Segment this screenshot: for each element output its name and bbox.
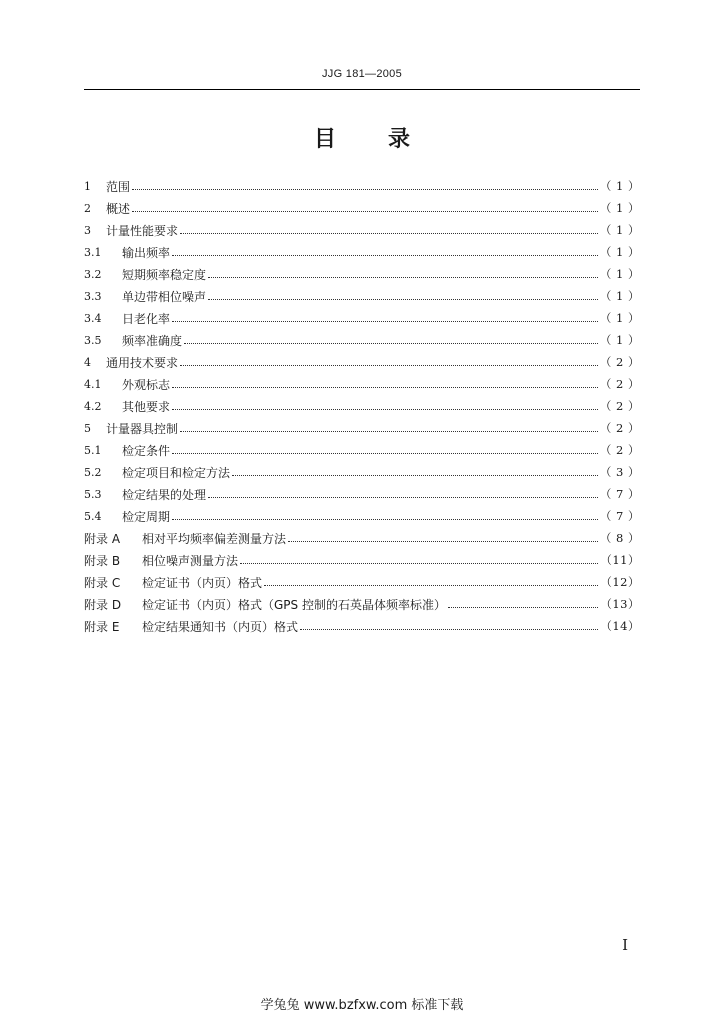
toc-dot-leader <box>208 267 598 278</box>
title-char-1: 目 <box>313 127 336 152</box>
toc-entry-page: （12） <box>600 575 640 589</box>
toc-entry-title: 检定结果通知书（内页）格式 <box>142 619 299 634</box>
toc-entry[interactable] <box>84 351 640 373</box>
toc-dot-leader <box>180 355 598 366</box>
header-divider <box>84 89 640 90</box>
toc-entry-page: （ 7 ） <box>599 487 640 501</box>
toc-entry-number: 5.2 <box>84 465 102 479</box>
toc-entry-title: 检定周期 <box>122 509 171 524</box>
toc-dot-leader <box>172 311 598 322</box>
toc-entry[interactable] <box>84 527 640 549</box>
toc-entry-page: （ 2 ） <box>599 355 640 369</box>
toc-entry-title: 输出频率 <box>122 245 171 260</box>
title-char-2: 录 <box>388 127 411 152</box>
toc-entry-title: 通用技术要求 <box>106 355 179 370</box>
toc-entry-number: 3.1 <box>84 245 102 259</box>
toc-entry[interactable] <box>84 593 640 615</box>
toc-dot-leader <box>240 553 598 564</box>
toc-entry-title: 检定证书（内页）格式（GPS 控制的石英晶体频率标准） <box>142 597 446 612</box>
toc-entry[interactable] <box>84 615 640 637</box>
toc-entry-number: 4.2 <box>84 399 102 413</box>
toc-entry[interactable] <box>84 241 640 263</box>
toc-dot-leader <box>132 201 598 212</box>
toc-entry-number: 附录 B <box>84 553 121 568</box>
toc-entry[interactable] <box>84 549 640 571</box>
toc-dot-leader <box>208 487 598 498</box>
toc-dot-leader <box>300 619 598 630</box>
toc-entry-page: （ 1 ） <box>599 245 640 259</box>
toc-entry[interactable] <box>84 285 640 307</box>
toc-entry[interactable] <box>84 263 640 285</box>
toc-entry-number: 1 <box>84 179 91 193</box>
toc-entry-title: 单边带相位噪声 <box>122 289 207 304</box>
toc-list <box>84 175 640 637</box>
toc-entry-number: 附录 E <box>84 619 120 634</box>
toc-entry[interactable] <box>84 417 640 439</box>
toc-entry-title: 检定项目和检定方法 <box>122 465 231 480</box>
toc-entry-page: （ 2 ） <box>599 421 640 435</box>
toc-dot-leader <box>288 531 598 542</box>
toc-entry-title: 计量性能要求 <box>106 223 179 238</box>
toc-entry-number: 附录 A <box>84 531 121 546</box>
toc-entry-page: （11） <box>600 553 640 567</box>
toc-entry-number: 附录 D <box>84 597 122 612</box>
toc-entry-number: 5.3 <box>84 487 102 501</box>
toc-entry-number: 3.2 <box>84 267 102 281</box>
toc-dot-leader <box>208 289 598 300</box>
toc-dot-leader <box>180 223 598 234</box>
toc-entry-number: 5.1 <box>84 443 102 457</box>
toc-entry-title: 短期频率稳定度 <box>122 267 207 282</box>
toc-dot-leader <box>180 421 598 432</box>
toc-entry-number: 2 <box>84 201 91 215</box>
toc-entry-page: （ 8 ） <box>599 531 640 545</box>
toc-dot-leader <box>232 465 598 476</box>
toc-entry-number: 4.1 <box>84 377 102 391</box>
toc-entry[interactable] <box>84 329 640 351</box>
toc-entry[interactable] <box>84 571 640 593</box>
toc-entry-number: 5.4 <box>84 509 102 523</box>
toc-entry-number: 附录 C <box>84 575 121 590</box>
toc-entry-title: 频率准确度 <box>122 333 183 348</box>
toc-dot-leader <box>448 597 598 608</box>
toc-entry[interactable] <box>84 197 640 219</box>
toc-entry-number: 3 <box>84 223 91 237</box>
toc-entry-page: （ 1 ） <box>599 267 640 281</box>
watermark-text: 学兔兔 www.bzfxw.com 标准下载 <box>260 998 464 1013</box>
toc-entry-number: 3.4 <box>84 311 102 325</box>
toc-entry-number: 3.3 <box>84 289 102 303</box>
toc-entry[interactable] <box>84 439 640 461</box>
toc-dot-leader <box>184 333 598 344</box>
toc-entry-number: 5 <box>84 421 91 435</box>
toc-entry-page: （ 1 ） <box>599 201 640 215</box>
toc-entry-page: （14） <box>600 619 640 633</box>
toc-entry[interactable] <box>84 307 640 329</box>
toc-entry[interactable] <box>84 461 640 483</box>
toc-entry[interactable] <box>84 483 640 505</box>
toc-entry-page: （ 1 ） <box>599 289 640 303</box>
toc-entry[interactable] <box>84 219 640 241</box>
toc-entry-title: 计量器具控制 <box>106 421 179 436</box>
page-title <box>0 122 724 153</box>
toc-dot-leader <box>172 245 598 256</box>
toc-entry-title: 检定条件 <box>122 443 171 458</box>
toc-entry-title: 相位噪声测量方法 <box>142 553 239 568</box>
toc-entry-title: 相对平均频率偏差测量方法 <box>142 531 287 546</box>
toc-dot-leader <box>172 509 598 520</box>
toc-dot-leader <box>172 377 598 388</box>
toc-dot-leader <box>172 443 598 454</box>
toc-entry-number: 3.5 <box>84 333 102 347</box>
toc-entry[interactable] <box>84 175 640 197</box>
toc-entry-page: （ 1 ） <box>599 311 640 325</box>
toc-entry-title: 概述 <box>106 201 131 216</box>
toc-entry[interactable] <box>84 505 640 527</box>
toc-entry-title: 日老化率 <box>122 311 171 326</box>
toc-entry-page: （ 1 ） <box>599 179 640 193</box>
toc-entry-number: 4 <box>84 355 91 369</box>
toc-entry-page: （13） <box>600 597 640 611</box>
toc-entry-page: （ 2 ） <box>599 377 640 391</box>
toc-dot-leader <box>264 575 598 586</box>
toc-dot-leader <box>132 179 598 190</box>
toc-entry-title: 范围 <box>106 179 131 194</box>
toc-entry-page: （ 2 ） <box>599 399 640 413</box>
toc-entry-page: （ 1 ） <box>599 333 640 347</box>
toc-entry-page: （ 3 ） <box>599 465 640 479</box>
toc-entry-page: （ 2 ） <box>599 443 640 457</box>
toc-entry-page: （ 7 ） <box>599 509 640 523</box>
toc-dot-leader <box>172 399 598 410</box>
header-standard-code: JJG 181—2005 <box>321 68 403 80</box>
page-number: I <box>622 936 628 954</box>
toc-entry[interactable] <box>84 373 640 395</box>
toc-entry-title: 检定结果的处理 <box>122 487 207 502</box>
toc-entry[interactable] <box>84 395 640 417</box>
toc-entry-title: 检定证书（内页）格式 <box>142 575 263 590</box>
toc-entry-page: （ 1 ） <box>599 223 640 237</box>
toc-entry-title: 其他要求 <box>122 399 171 414</box>
toc-entry-title: 外观标志 <box>122 377 171 392</box>
